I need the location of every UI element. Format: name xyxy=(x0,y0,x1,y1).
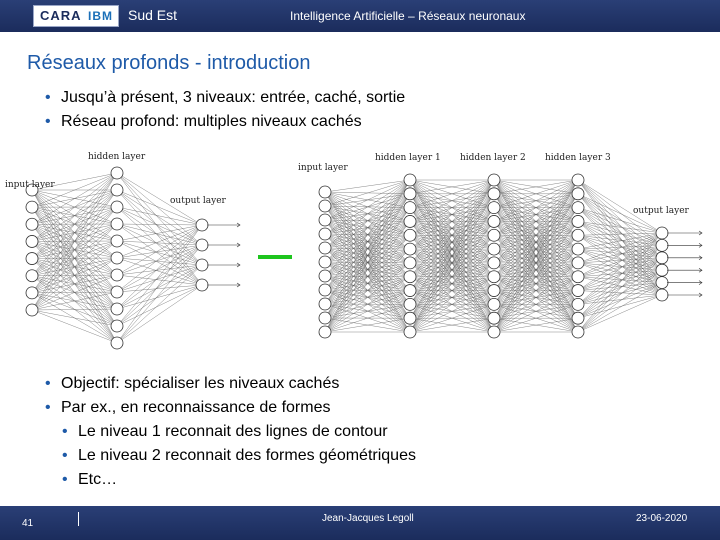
connection-line xyxy=(32,310,117,326)
bottom-bullet-list xyxy=(40,372,416,492)
page-number: 41 xyxy=(22,518,34,529)
neuron-node xyxy=(26,235,38,247)
region-label: Sud Est xyxy=(128,7,178,23)
neuron-node xyxy=(111,184,123,196)
neuron-node xyxy=(26,201,38,213)
neuron-node xyxy=(656,227,668,239)
neuron-node xyxy=(404,257,416,269)
neuron-node xyxy=(572,202,584,214)
neuron-node xyxy=(656,239,668,251)
neuron-node xyxy=(319,200,331,212)
course-title: Intelligence Artificielle – Réseaux neuronaux xyxy=(290,9,526,23)
bullet-item: • Par ex., en reconnaissance de formes xyxy=(40,396,416,420)
connection-line xyxy=(117,207,202,245)
hidden-layer-2-label: hidden layer 2 xyxy=(460,153,526,163)
neuron-node xyxy=(196,279,208,291)
neuron-node xyxy=(111,286,123,298)
neuron-node xyxy=(404,312,416,324)
connection-line xyxy=(578,258,662,305)
network-figure xyxy=(0,145,720,370)
sub-bullet-item: • Etc… xyxy=(40,468,416,492)
input-layer-label: input layer xyxy=(5,180,55,190)
hidden-layer-1-label: hidden layer 1 xyxy=(375,153,441,163)
bullet-item: • Réseau profond: multiples niveaux cachés xyxy=(40,110,405,134)
logo-text-cara: CARA xyxy=(40,8,82,23)
neuron-node xyxy=(319,298,331,310)
neuron-node xyxy=(572,285,584,297)
neuron-node xyxy=(488,298,500,310)
neuron-node xyxy=(404,188,416,200)
connection-line xyxy=(32,275,117,310)
neuron-node xyxy=(656,264,668,276)
neuron-node xyxy=(404,285,416,297)
slide-date: 23-06-2020 xyxy=(636,513,688,524)
neuron-node xyxy=(572,229,584,241)
neuron-node xyxy=(404,215,416,227)
neuron-node xyxy=(656,252,668,264)
neuron-node xyxy=(319,326,331,338)
sub-bullet-item: • Le niveau 1 reconnait des lignes de contour xyxy=(40,420,416,444)
connection-line xyxy=(117,207,202,265)
neuron-node xyxy=(488,257,500,269)
neuron-node xyxy=(488,312,500,324)
bullet-item: • Jusqu’à présent, 3 niveaux: entrée, caché, sortie xyxy=(40,86,405,110)
neuron-node xyxy=(26,304,38,316)
intro-bullet-list xyxy=(40,86,405,134)
neuron-node xyxy=(26,287,38,299)
connection-line xyxy=(578,258,662,291)
neuron-node xyxy=(319,242,331,254)
cara-ibm-logo xyxy=(33,5,119,27)
neuron-node xyxy=(319,312,331,324)
hidden-layer-3-label: hidden layer 3 xyxy=(545,153,611,163)
neuron-node xyxy=(26,270,38,282)
neuron-node xyxy=(488,202,500,214)
neuron-node xyxy=(319,284,331,296)
connection-line xyxy=(117,265,202,343)
neuron-node xyxy=(404,298,416,310)
deep-input-layer-label: input layer xyxy=(298,163,348,173)
connection-line xyxy=(578,295,662,318)
neuron-node xyxy=(488,229,500,241)
connection-line xyxy=(117,225,202,292)
logo-text-ibm: IBM xyxy=(88,9,113,23)
neuron-node xyxy=(404,229,416,241)
connection-line xyxy=(117,207,202,285)
neuron-node xyxy=(572,298,584,310)
neuron-node xyxy=(319,270,331,282)
output-layer-label: output layer xyxy=(170,196,226,206)
connection-line xyxy=(117,173,202,245)
neuron-node xyxy=(572,257,584,269)
slide-title: Réseaux profonds - introduction xyxy=(27,52,311,74)
connection-line xyxy=(578,258,662,332)
neuron-node xyxy=(196,239,208,251)
neuron-node xyxy=(319,214,331,226)
connection-line xyxy=(117,224,202,225)
neuron-node xyxy=(196,259,208,271)
connection-line xyxy=(117,207,202,225)
neuron-node xyxy=(196,219,208,231)
neuron-node xyxy=(404,174,416,186)
neuron-node xyxy=(319,186,331,198)
connection-line xyxy=(117,173,202,285)
neuron-node xyxy=(111,201,123,213)
connection-line xyxy=(117,225,202,326)
neuron-node xyxy=(488,215,500,227)
neuron-node xyxy=(111,320,123,332)
neuron-node xyxy=(572,188,584,200)
neuron-node xyxy=(572,243,584,255)
neuron-node xyxy=(488,326,500,338)
neuron-node xyxy=(26,218,38,230)
neuron-node xyxy=(111,252,123,264)
connection-line xyxy=(117,245,202,292)
neuron-node xyxy=(111,269,123,281)
neuron-node xyxy=(656,289,668,301)
author-name: Jean-Jacques Legoll xyxy=(322,513,414,524)
connection-line xyxy=(117,173,202,265)
neuron-node xyxy=(488,271,500,283)
hidden-layer-label: hidden layer xyxy=(88,152,146,162)
connection-line xyxy=(117,225,202,275)
connection-line xyxy=(117,245,202,258)
connection-line xyxy=(578,295,662,304)
neuron-node xyxy=(488,243,500,255)
neuron-node xyxy=(111,218,123,230)
page-separator xyxy=(78,512,79,526)
connection-line xyxy=(578,270,662,304)
neuron-node xyxy=(572,174,584,186)
neuron-node xyxy=(572,215,584,227)
neuron-node xyxy=(319,228,331,240)
neuron-node xyxy=(488,188,500,200)
connection-line xyxy=(117,224,202,245)
network-diagram xyxy=(0,145,720,370)
neuron-node xyxy=(111,303,123,315)
connection-line xyxy=(117,265,202,326)
connection-line xyxy=(117,225,202,343)
neuron-node xyxy=(404,326,416,338)
neuron-node xyxy=(111,235,123,247)
neuron-node xyxy=(111,167,123,179)
neuron-node xyxy=(404,243,416,255)
sub-bullet-item: • Le niveau 2 reconnait des formes géométriques xyxy=(40,444,416,468)
neuron-node xyxy=(656,277,668,289)
neuron-node xyxy=(488,285,500,297)
connection-line xyxy=(578,270,662,290)
header-bar xyxy=(0,0,720,32)
neuron-node xyxy=(572,312,584,324)
neuron-node xyxy=(572,271,584,283)
neuron-node xyxy=(404,271,416,283)
neuron-node xyxy=(404,202,416,214)
neuron-node xyxy=(111,337,123,349)
connection-line xyxy=(32,310,117,343)
bullet-item: • Objectif: spécialiser les niveaux cachés xyxy=(40,372,416,396)
deep-output-layer-label: output layer xyxy=(633,206,689,216)
neuron-node xyxy=(26,253,38,265)
footer-bar xyxy=(0,506,720,540)
connection-line xyxy=(117,245,202,343)
neuron-node xyxy=(488,174,500,186)
connection-line xyxy=(32,258,117,310)
neuron-node xyxy=(572,326,584,338)
neuron-node xyxy=(319,256,331,268)
